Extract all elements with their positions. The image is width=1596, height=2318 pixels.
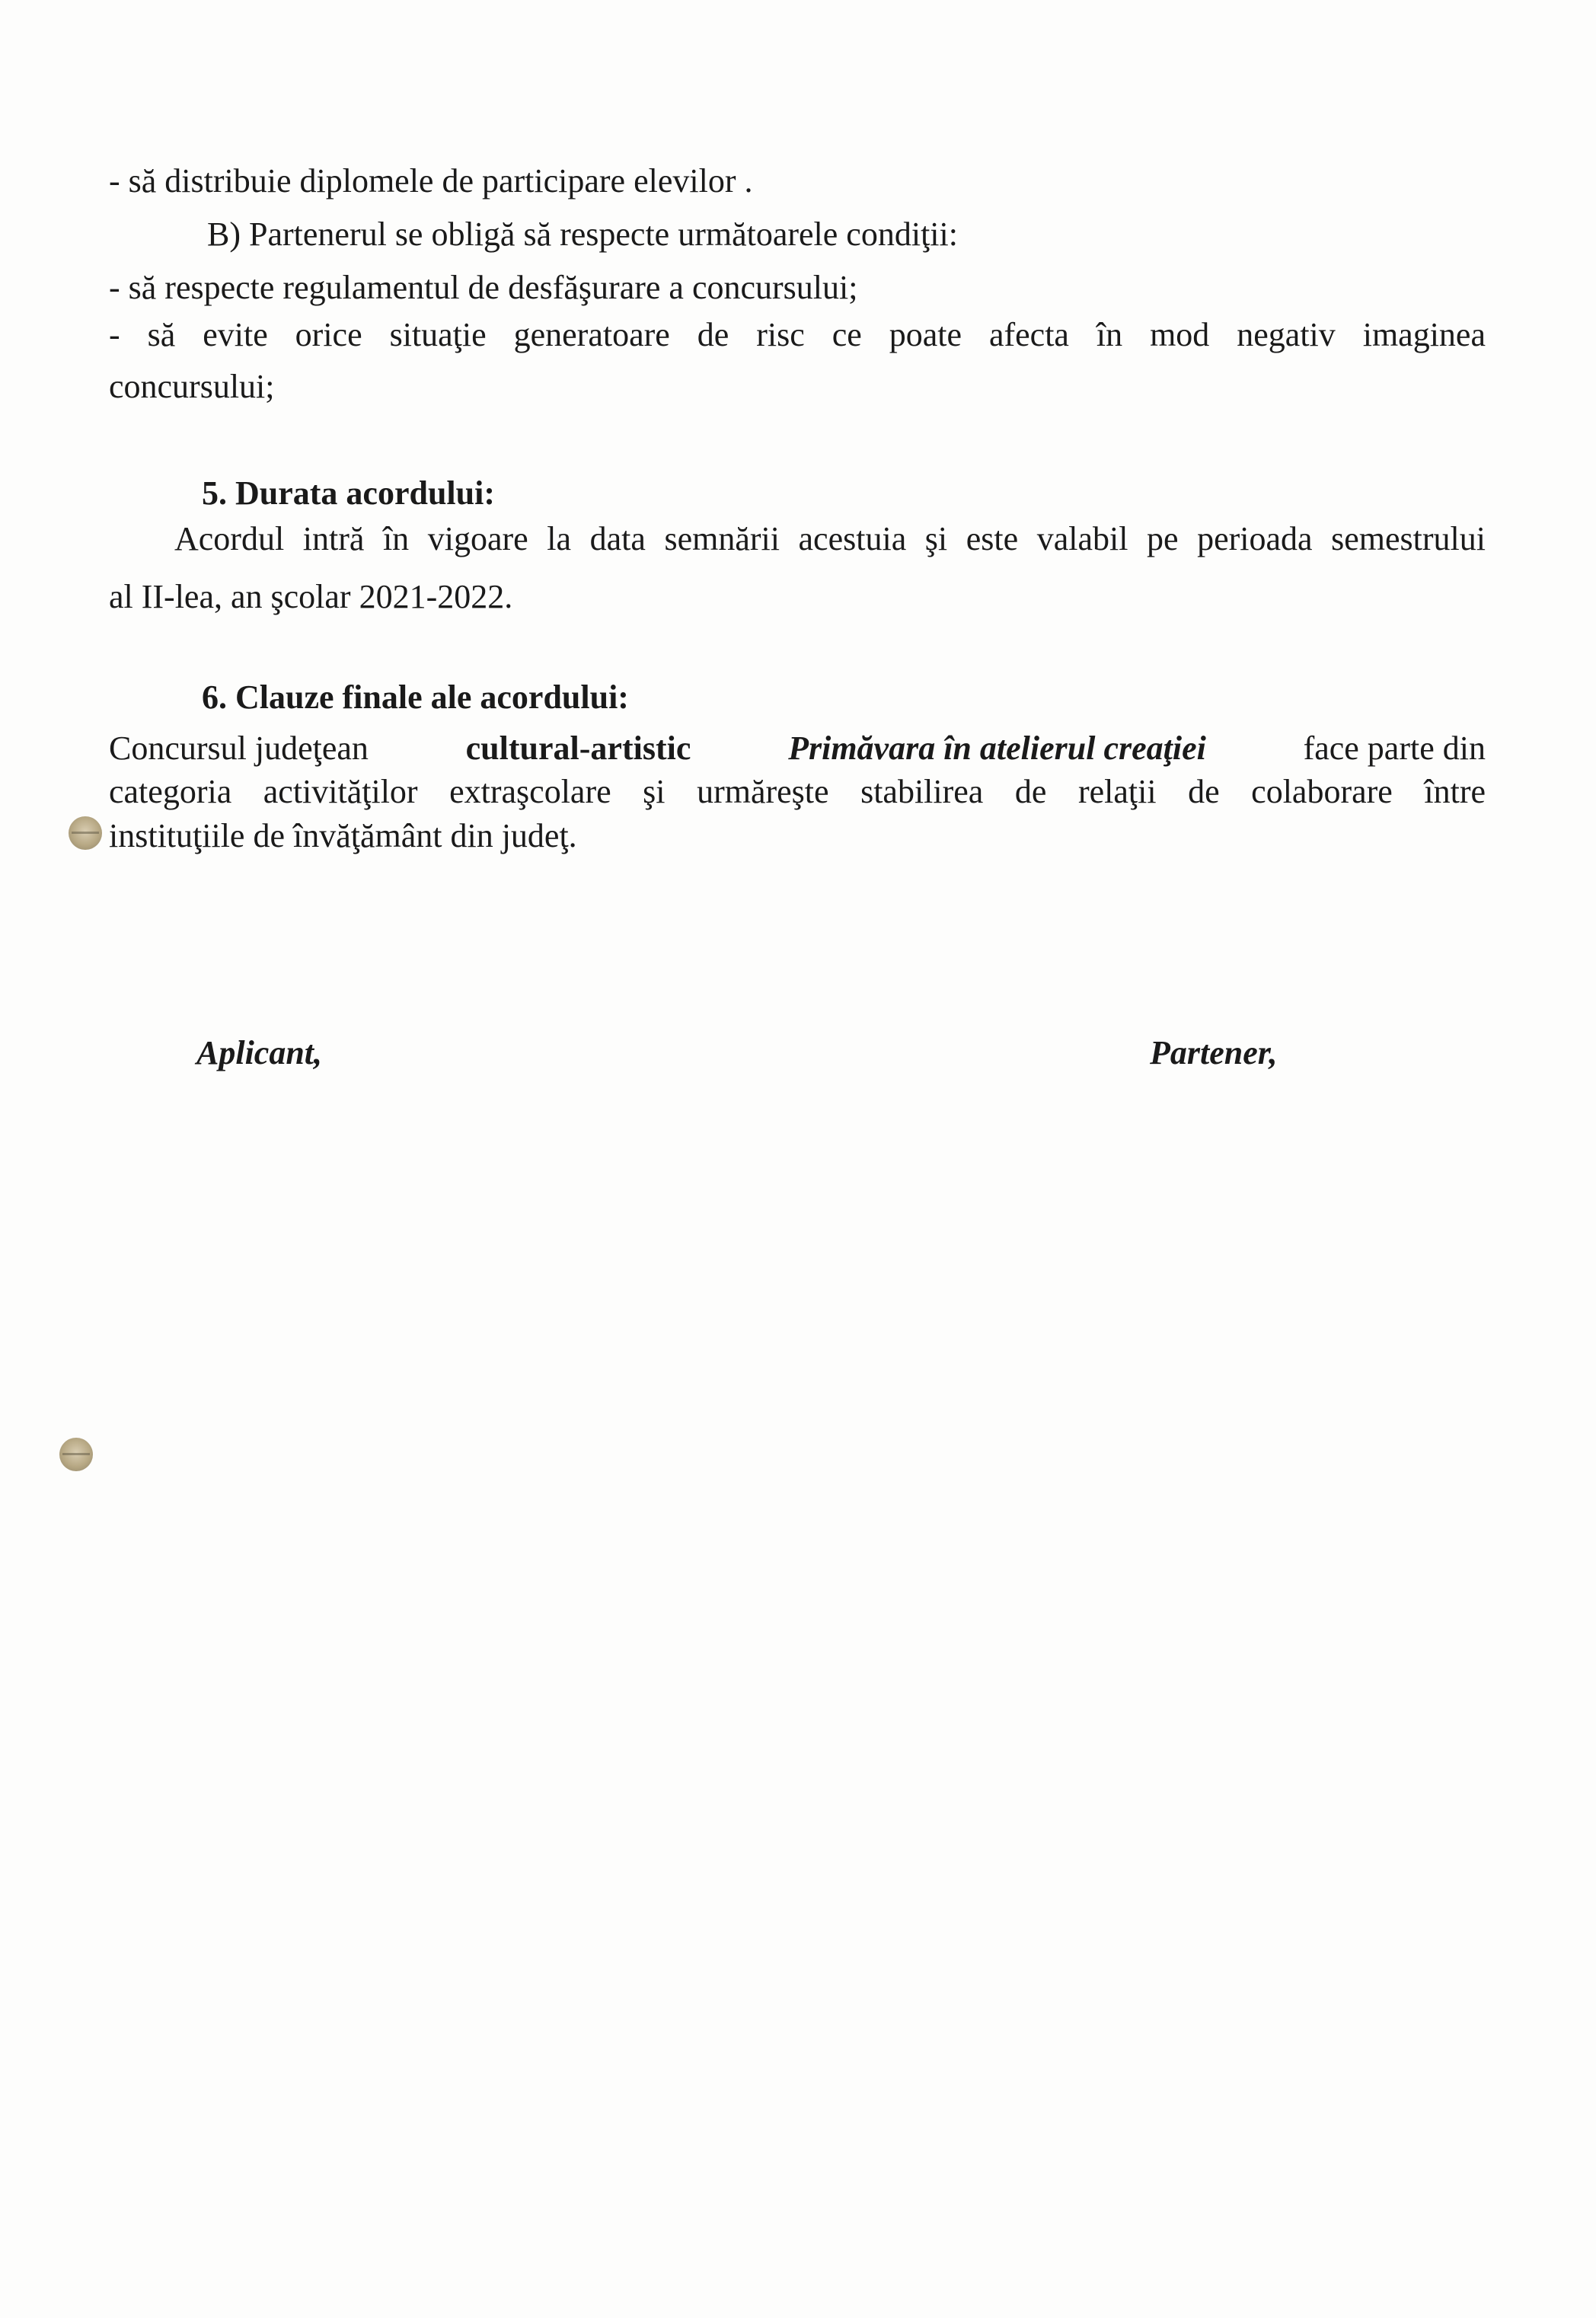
partner-obligation-item: - să evite orice situaţie generatoare de risc ce poate afecta în mod negativ imaginea	[109, 316, 1486, 353]
paragraph-text: face parte din	[1303, 730, 1486, 767]
signature-label-aplicant: Aplicant,	[196, 1034, 323, 1071]
section-paragraph	[109, 727, 1486, 770]
section-title: 5. Durata acordului:	[202, 474, 495, 512]
paragraph-bold-text: cultural-artistic	[465, 730, 691, 767]
signature-label-partener: Partener,	[1150, 1034, 1278, 1071]
section-paragraph-continued: instituţiile de învăţământ din judeţ.	[109, 817, 577, 854]
punch-hole-icon	[59, 1438, 93, 1471]
partner-obligation-item: - să respecte regulamentul de desfăşurare a concursului;	[109, 269, 858, 306]
partner-obligation-item-continued: concursului;	[109, 368, 275, 405]
contest-name: Primăvara în atelierul creaţiei	[788, 730, 1206, 767]
section-paragraph-continued: categoria activităţilor extraşcolare şi urmăreşte stabilirea de relaţii de colaborare între	[109, 773, 1486, 810]
aplicant-obligation-line: - să distribuie diplomele de participare elevilor .	[109, 162, 753, 200]
section-title: 6. Clauze finale ale acordului:	[202, 678, 629, 716]
partner-obligations-heading: B) Partenerul se obligă să respecte următoarele condiţii:	[207, 216, 958, 253]
section-paragraph: Acordul intră în vigoare la data semnării acestuia şi este valabil pe perioada semestrului	[174, 520, 1486, 557]
punch-hole-icon	[69, 816, 102, 850]
section-paragraph-continued: al II-lea, an şcolar 2021-2022.	[109, 578, 513, 615]
paragraph-text: Concursul judeţean	[109, 730, 369, 767]
